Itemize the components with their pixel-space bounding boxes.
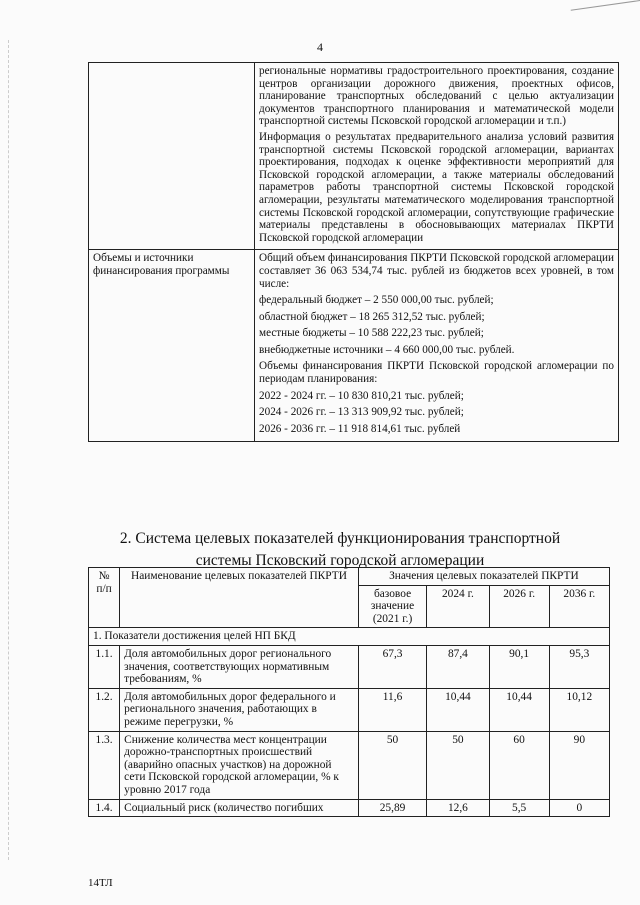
row-number: 1.3. (89, 731, 120, 799)
base-value: 67,3 (358, 645, 426, 688)
group-row (89, 628, 610, 646)
page-number: 4 (317, 40, 323, 54)
base-value: 11,6 (358, 688, 426, 731)
indicator-name: Доля автомобильных дорог федерального и регионального значения, работающих в режиме перегрузки, % (120, 688, 359, 731)
col-header-base: базовое значение (2021 г.) (358, 585, 426, 628)
col-header-2036: 2036 г. (549, 585, 609, 628)
table-row (89, 250, 619, 442)
col-header-2024: 2024 г. (427, 585, 489, 628)
footer-code: 14ТЛ (88, 877, 113, 889)
value-2026: 90,1 (489, 645, 549, 688)
indicators-table (88, 567, 610, 817)
funding-line: внебюджетные источники – 4 660 000,00 тыс. рублей. (259, 343, 515, 356)
value-2036: 95,3 (549, 645, 609, 688)
funding-line: 2022 - 2024 гг. – 10 830 810,21 тыс. рублей; (259, 389, 464, 402)
table-row (89, 688, 610, 731)
indicator-name: Снижение количества мест концентрации дорожно-транспортных происшествий (аварийно опасных участков) на дорожной сети Псковской городской агломерации, % к уровню 2017 года (120, 731, 359, 799)
table-row (89, 731, 610, 799)
label-cell-empty (89, 63, 255, 250)
funding-line: федеральный бюджет – 2 550 000,00 тыс. рублей; (259, 294, 494, 307)
funding-line: Объемы финансирования ПКРТИ Псковской городской агломерации по периодам планирования: (259, 360, 614, 386)
value-2026: 10,44 (489, 688, 549, 731)
value-2036: 0 (549, 799, 609, 817)
col-header-num: № п/п (89, 568, 120, 628)
label-cell: Объемы и источники финансирования программы (89, 250, 255, 442)
paragraph: региональные нормативы градостроительного проектирования, создание центров организации дорожного движения, проектных офисов, планирование транспортных обследований с целью актуализации документов транспортного планирования и математической модели транспортной системы Псковской городской агломерации и т.п.) (259, 65, 614, 128)
row-number: 1.2. (89, 688, 120, 731)
heading-line: 2. Система целевых показателей функционирования транспортной (119, 530, 561, 547)
value-2024: 87,4 (427, 645, 489, 688)
description-cell (255, 63, 619, 250)
group-title: 1. Показатели достижения целей НП БКД (89, 628, 610, 646)
col-header-values: Значения целевых показателей ПКРТИ (358, 568, 609, 586)
funding-line: Общий объем финансирования ПКРТИ Псковской городской агломерации составляет 36 063 534,74 тыс. рублей из бюджетов всех уровней, в том числе: (259, 252, 614, 290)
base-value: 50 (358, 731, 426, 799)
base-value: 25,89 (358, 799, 426, 817)
funding-line: областной бюджет – 18 265 312,52 тыс. рублей; (259, 310, 485, 323)
passport-table (88, 62, 619, 442)
value-2036: 10,12 (549, 688, 609, 731)
scan-edge-line (571, 0, 640, 11)
value-2024: 12,6 (427, 799, 489, 817)
value-2026: 5,5 (489, 799, 549, 817)
col-header-2026: 2026 г. (489, 585, 549, 628)
value-2026: 60 (489, 731, 549, 799)
value-2036: 90 (549, 731, 609, 799)
indicator-name: Социальный риск (количество погибших (120, 799, 359, 817)
funding-cell (255, 250, 619, 442)
row-number: 1.4. (89, 799, 120, 817)
value-2024: 10,44 (427, 688, 489, 731)
funding-line: 2026 - 2036 гг. – 11 918 814,61 тыс. рублей (259, 422, 461, 435)
section-heading (70, 528, 610, 572)
paragraph: Информация о результатах предварительного анализа условий развития транспортной системы Псковской городской агломерации, вариантах проектирования, подходах к оценке эффективности мероприятий для Псковской городской агломерации, а также материалы обследований параметров работы транспортной системы Псковской городской агломерации, результаты математического моделирования транспортной системы Псковской городской агломерации, сопутствующие графические материалы представлены в обосновывающих материалах ПКРТИ Псковской городской агломерации (259, 130, 614, 244)
header-row (89, 568, 610, 586)
col-header-name: Наименование целевых показателей ПКРТИ (120, 568, 359, 628)
table-row (89, 63, 619, 250)
table-row (89, 645, 610, 688)
funding-line: 2024 - 2026 гг. – 13 313 909,92 тыс. рублей; (259, 406, 464, 419)
table-row (89, 799, 610, 817)
indicator-name: Доля автомобильных дорог регионального значения, соответствующих нормативным требованиям, % (120, 645, 359, 688)
heading-line: системы Псковский городской агломерации (195, 552, 485, 569)
value-2024: 50 (427, 731, 489, 799)
row-number: 1.1. (89, 645, 120, 688)
funding-line: местные бюджеты – 10 588 222,23 тыс. рублей; (259, 327, 484, 340)
scan-margin-marks (8, 40, 10, 860)
